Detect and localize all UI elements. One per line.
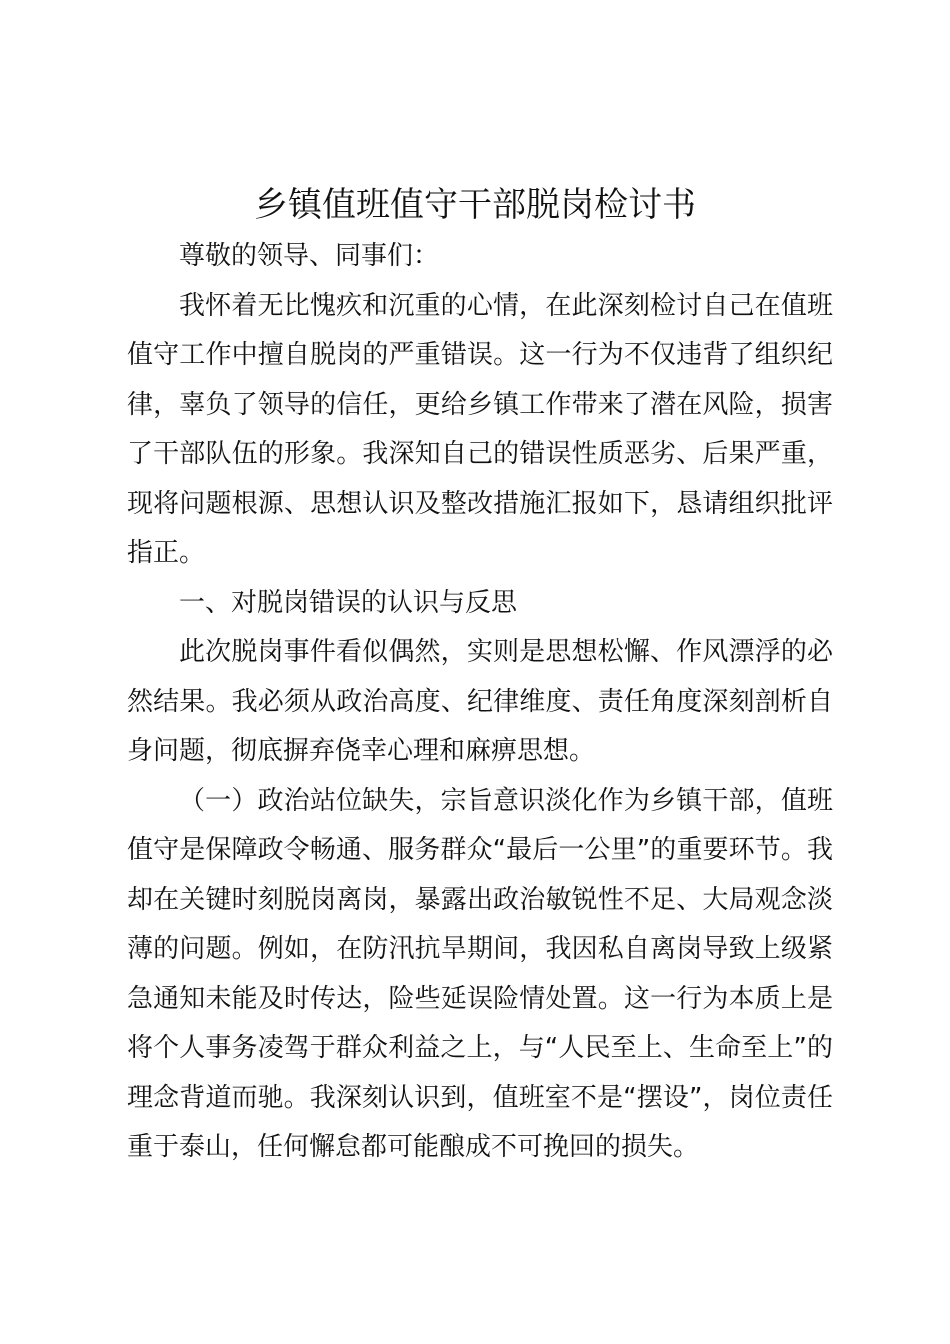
paragraph-intro: 我怀着无比愧疚和沉重的心情，在此深刻检讨自己在值班值守工作中擅自脱岗的严重错误。这一行为不仅违背了组织纪律，辜负了领导的信任，更给乡镇工作带来了潜在风险，损害了干部队伍的形象。我深知自己的错误性质恶劣、后果严重，现将问题根源、思想认识及整改措施汇报如下，恳请组织批评指正。 bbox=[127, 290, 833, 568]
paragraph-reflection: 此次脱岗事件看似偶然，实则是思想松懈、作风漂浮的必然结果。我必须从政治高度、纪律维度、责任角度深刻剖析自身问题，彻底摒弃侥幸心理和麻痹思想。 bbox=[127, 637, 833, 766]
paragraph-political-stance: （一）政治站位缺失，宗旨意识淡化作为乡镇干部，值班值守是保障政令畅通、服务群众“最后一公里”的重要环节。我却在关键时刻脱岗离岗，暴露出政治敏锐性不足、大局观念淡薄的问题。例如，在防汛抗旱期间，我因私自离岗导致上级紧急通知未能及时传达，险些延误险情处置。这一行为本质上是将个人事务凌驾于群众利益之上，与“人民至上、生命至上”的理念背道而驰。我深刻认识到，值班室不是“摆设”，岗位责任重于泰山，任何懈怠都可能酿成不可挽回的损失。 bbox=[127, 785, 833, 1162]
section-heading-1: 一、对脱岗错误的认识与反思 bbox=[179, 587, 518, 618]
document-title: 乡镇值班值守干部脱岗检讨书 bbox=[254, 185, 696, 225]
salutation: 尊敬的领导、同事们： bbox=[179, 241, 440, 271]
document-body bbox=[127, 232, 833, 1173]
